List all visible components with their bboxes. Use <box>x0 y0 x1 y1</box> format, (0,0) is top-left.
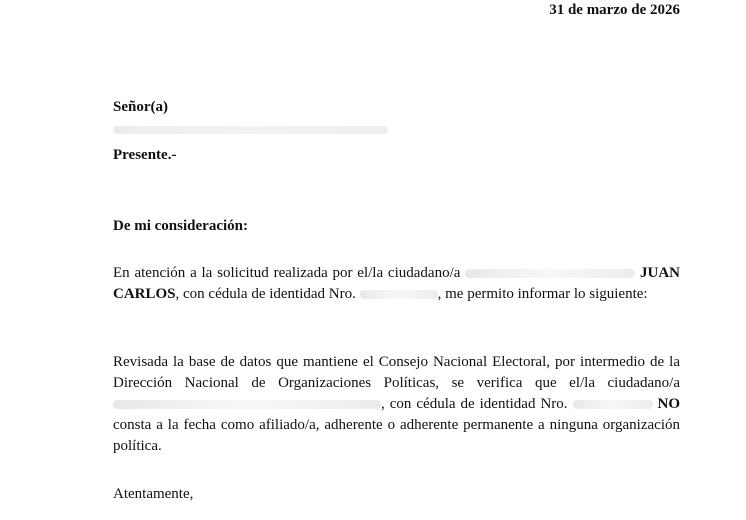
citizen-name: JUAN CARLOS <box>113 265 680 302</box>
citizen-surname-redaction <box>465 269 635 278</box>
id-number-redaction-2 <box>573 400 653 409</box>
negation-no: NO <box>657 396 680 412</box>
id-number-redaction <box>360 290 438 299</box>
paragraph-request <box>113 263 680 305</box>
paragraph-verification-start: Revisada la base de datos que mantiene el Consejo Nacional Electoral, por intermedio de la Dirección Nacional de Organizaciones Políticas, se verifica que el/la ciudadano/a <box>113 354 680 391</box>
paragraph-verification-mid: , con cédula de identidad Nro. <box>381 396 568 412</box>
citizen-fullname-redaction <box>113 400 381 409</box>
recipient-name-redaction <box>113 126 388 134</box>
paragraph-verification-end: consta a la fecha como afiliado/a, adherente o adherente permanente a ninguna organización política. <box>113 417 680 454</box>
paragraph-request-start: En atención a la solicitud realizada por el/la ciudadano/a <box>113 265 461 281</box>
closing-line: Atentamente, <box>113 486 194 502</box>
paragraph-request-end: , me permito informar lo siguiente: <box>437 286 648 302</box>
presente-line: Presente.- <box>113 147 177 163</box>
greeting-line: De mi consideración: <box>113 218 248 234</box>
salutation: Señor(a) <box>113 99 168 115</box>
paragraph-verification <box>113 352 680 457</box>
letter-date: 31 de marzo de 2026 <box>549 2 680 18</box>
paragraph-request-mid: , con cédula de identidad Nro. <box>175 286 356 302</box>
